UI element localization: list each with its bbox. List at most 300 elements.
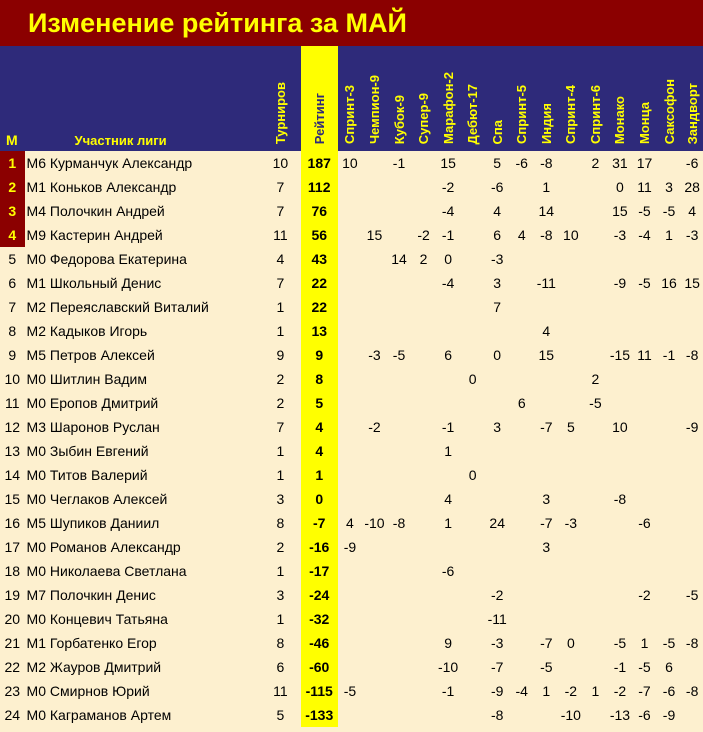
event-cell: [681, 607, 703, 631]
event-cell: -5: [589, 395, 602, 411]
event-cell: [632, 319, 657, 343]
event-cell: [632, 295, 657, 319]
rank-cell: 10: [4, 371, 21, 387]
event-cell: [460, 391, 485, 415]
event-cell: [534, 703, 559, 727]
event-cell: [583, 199, 608, 223]
event-cell: [411, 463, 436, 487]
event-cell: -3: [685, 227, 699, 243]
event-header: Супер-9: [411, 46, 436, 151]
event-cell: -7: [638, 683, 651, 699]
rank-header: М: [0, 46, 25, 151]
event-cell: -1: [441, 419, 455, 435]
rank-cell: 2: [0, 175, 25, 199]
event-header: Спа: [485, 46, 510, 151]
event-cell: 1: [542, 179, 551, 195]
event-cell: [583, 223, 608, 247]
event-header: Дебют-17: [460, 46, 485, 151]
event-cell: 6: [517, 395, 526, 411]
event-cell: [460, 343, 485, 367]
event-cell: [436, 367, 461, 391]
event-cell: -8: [540, 155, 553, 171]
event-cell: [681, 439, 703, 463]
event-cell: -6: [662, 683, 676, 699]
event-cell: [632, 607, 657, 631]
tournaments-cell: 5: [276, 707, 285, 723]
event-cell: -2: [638, 587, 651, 603]
event-cell: [681, 247, 703, 271]
event-cell: [583, 415, 608, 439]
table-row: [0, 463, 703, 487]
event-cell: 7: [493, 299, 502, 315]
event-cell: 5: [493, 155, 502, 171]
event-cell: [411, 655, 436, 679]
event-cell: 2: [419, 251, 428, 267]
event-cell: [583, 463, 608, 487]
participant-cell: М2 Кадыков Игорь: [26, 323, 148, 339]
event-cell: [657, 583, 682, 607]
event-cell: [411, 703, 436, 727]
table-row: [0, 367, 703, 391]
event-cell: -4: [515, 683, 528, 699]
event-cell: [485, 463, 510, 487]
tournaments-cell: 7: [276, 203, 285, 219]
event-cell: -15: [609, 347, 631, 363]
event-cell: 3: [493, 275, 502, 291]
event-cell: -1: [392, 155, 406, 171]
participant-cell: М1 Коньков Александр: [26, 179, 177, 195]
event-cell: [657, 415, 682, 439]
event-cell: [485, 559, 510, 583]
event-cell: [460, 535, 485, 559]
event-cell: 9: [444, 635, 452, 651]
event-cell: [387, 535, 412, 559]
rating-cell: -7: [301, 511, 338, 535]
table-row: [0, 439, 703, 463]
event-cell: [534, 583, 559, 607]
event-cell: [460, 151, 485, 175]
event-cell: [632, 535, 657, 559]
event-cell: -6: [685, 155, 699, 171]
rating-cell: 0: [301, 487, 338, 511]
event-cell: [387, 679, 412, 703]
tournaments-cell: 7: [276, 419, 285, 435]
rating-cell: 76: [301, 199, 338, 223]
event-cell: [436, 319, 461, 343]
event-cell: 4: [542, 323, 551, 339]
event-cell: [460, 439, 485, 463]
participant-cell: М4 Полочкин Андрей: [26, 203, 165, 219]
rating-cell: 187: [301, 151, 338, 175]
event-cell: [387, 199, 412, 223]
event-cell: -6: [490, 179, 504, 195]
event-cell: [411, 367, 436, 391]
event-cell: [362, 607, 387, 631]
event-cell: [559, 487, 584, 511]
event-cell: [509, 463, 534, 487]
event-cell: [583, 655, 608, 679]
tournaments-cell: 9: [276, 347, 285, 363]
event-cell: -3: [490, 251, 504, 267]
event-cell: [657, 463, 682, 487]
event-cell: [362, 199, 387, 223]
event-header: Индия: [534, 46, 559, 151]
event-cell: [657, 319, 682, 343]
event-cell: [681, 559, 703, 583]
event-cell: -5: [638, 659, 651, 675]
event-cell: 6: [665, 659, 673, 675]
event-header: Спринт-4: [559, 46, 584, 151]
event-cell: [460, 295, 485, 319]
tournaments-cell: 1: [276, 611, 285, 627]
event-cell: [485, 535, 510, 559]
event-cell: [509, 415, 534, 439]
table-row: [0, 583, 703, 607]
event-cell: -2: [613, 683, 627, 699]
event-header: Монца: [632, 46, 657, 151]
event-cell: 15: [612, 203, 628, 219]
rank-cell: 3: [0, 199, 25, 223]
event-cell: [657, 391, 682, 415]
rank-cell: 16: [4, 515, 21, 531]
event-cell: [559, 295, 584, 319]
event-cell: [387, 271, 412, 295]
tournaments-cell: 11: [273, 683, 288, 699]
participant-cell: М0 Еропов Дмитрий: [26, 395, 159, 411]
page-title: Изменение рейтинга за МАЙ: [0, 0, 703, 46]
event-cell: [387, 583, 412, 607]
table-row: [0, 343, 703, 367]
event-cell: [411, 415, 436, 439]
participant-cell: М5 Петров Алексей: [26, 347, 155, 363]
event-cell: [411, 151, 436, 175]
event-cell: [411, 271, 436, 295]
rank-cell: 22: [4, 659, 21, 675]
event-cell: -1: [662, 347, 676, 363]
rating-cell: 112: [301, 175, 338, 199]
event-cell: [583, 703, 608, 727]
event-cell: 10: [612, 419, 628, 435]
tournaments-cell: 3: [276, 587, 285, 603]
event-cell: -8: [685, 635, 699, 651]
event-cell: [460, 703, 485, 727]
event-cell: -4: [441, 275, 455, 291]
rating-cell: 8: [301, 367, 338, 391]
event-cell: -8: [613, 491, 627, 507]
event-cell: 11: [637, 179, 652, 195]
tournaments-cell: 7: [276, 179, 285, 195]
event-cell: -3: [368, 347, 381, 363]
event-cell: [362, 175, 387, 199]
tournaments-cell: 1: [276, 299, 285, 315]
event-cell: -6: [515, 155, 528, 171]
event-cell: [583, 175, 608, 199]
event-cell: [657, 151, 682, 175]
event-cell: [632, 391, 657, 415]
rank-cell: 23: [4, 683, 21, 699]
event-cell: [387, 703, 412, 727]
event-cell: [681, 463, 703, 487]
tournaments-cell: 2: [276, 371, 285, 387]
event-cell: [681, 391, 703, 415]
event-cell: [411, 391, 436, 415]
event-cell: [608, 295, 633, 319]
event-cell: -9: [343, 539, 357, 555]
event-cell: [681, 487, 703, 511]
event-cell: -6: [441, 563, 455, 579]
event-cell: -1: [613, 659, 627, 675]
event-cell: [509, 319, 534, 343]
tournaments-cell: 10: [272, 155, 289, 171]
event-cell: 2: [591, 155, 600, 171]
event-cell: [411, 487, 436, 511]
event-cell: [362, 487, 387, 511]
event-cell: [509, 271, 534, 295]
event-cell: [411, 535, 436, 559]
event-cell: [460, 247, 485, 271]
event-cell: [534, 439, 559, 463]
event-cell: [632, 439, 657, 463]
event-cell: [411, 439, 436, 463]
event-cell: [632, 247, 657, 271]
event-cell: -5: [540, 659, 553, 675]
event-cell: [460, 583, 485, 607]
table-row: [0, 679, 703, 703]
event-cell: [436, 607, 461, 631]
event-cell: [387, 391, 412, 415]
tournaments-cell: 2: [276, 539, 285, 555]
participant-cell: М3 Шаронов Руслан: [26, 419, 160, 435]
event-header: Саксофон: [657, 46, 682, 151]
event-cell: [608, 559, 633, 583]
event-cell: [460, 223, 485, 247]
event-cell: [460, 607, 485, 631]
tournaments-cell: 3: [276, 491, 285, 507]
event-cell: [509, 655, 534, 679]
event-cell: [362, 439, 387, 463]
rating-cell: 22: [301, 295, 338, 319]
event-cell: [411, 559, 436, 583]
event-cell: -4: [638, 227, 651, 243]
event-cell: [608, 367, 633, 391]
event-cell: [338, 439, 363, 463]
event-cell: [362, 295, 387, 319]
event-cell: -8: [685, 347, 699, 363]
event-cell: [338, 559, 363, 583]
tournaments-cell: 6: [276, 659, 285, 675]
event-cell: [559, 175, 584, 199]
event-cell: [559, 343, 584, 367]
event-cell: -1: [441, 227, 455, 243]
event-cell: [681, 367, 703, 391]
event-cell: [583, 271, 608, 295]
rating-header: Рейтинг: [301, 46, 338, 151]
table-row: [0, 415, 703, 439]
event-cell: [583, 439, 608, 463]
event-cell: -10: [437, 659, 459, 675]
event-cell: [509, 487, 534, 511]
event-cell: [559, 607, 584, 631]
event-cell: 10: [342, 155, 358, 171]
event-cell: -2: [564, 683, 578, 699]
table-row: [0, 631, 703, 655]
event-cell: -7: [540, 635, 553, 651]
rating-cell: 43: [301, 247, 338, 271]
event-cell: 1: [444, 515, 452, 531]
event-cell: [411, 511, 436, 535]
event-cell: [436, 295, 461, 319]
event-cell: [460, 679, 485, 703]
event-cell: 0: [468, 371, 477, 387]
event-cell: [411, 343, 436, 367]
event-cell: [657, 367, 682, 391]
rating-cell: -46: [301, 631, 338, 655]
event-cell: [387, 655, 412, 679]
event-cell: -8: [392, 515, 406, 531]
event-cell: [559, 583, 584, 607]
event-cell: [559, 463, 584, 487]
event-cell: [681, 511, 703, 535]
event-cell: [681, 703, 703, 727]
table-row: [0, 655, 703, 679]
participant-cell: М5 Шупиков Даниил: [26, 515, 160, 531]
event-cell: [436, 535, 461, 559]
participant-cell: М0 Шитлин Вадим: [26, 371, 147, 387]
table-row: [0, 559, 703, 583]
event-cell: [509, 439, 534, 463]
event-cell: [411, 319, 436, 343]
event-cell: [608, 391, 633, 415]
rank-cell: 1: [0, 151, 25, 175]
rank-cell: 11: [5, 395, 20, 411]
rating-cell: 1: [301, 463, 338, 487]
rank-cell: 17: [4, 539, 21, 555]
event-cell: 14: [391, 251, 407, 267]
event-cell: [681, 319, 703, 343]
event-cell: [460, 559, 485, 583]
event-cell: [583, 607, 608, 631]
event-cell: -2: [417, 227, 430, 243]
participant-cell: М2 Жауров Дмитрий: [26, 659, 162, 675]
event-cell: -8: [685, 683, 699, 699]
event-cell: [583, 535, 608, 559]
participant-cell: М0 Николаева Светлана: [26, 563, 187, 579]
event-cell: -5: [685, 587, 699, 603]
participant-cell: М1 Школьный Денис: [26, 275, 162, 291]
event-cell: [534, 295, 559, 319]
event-cell: [362, 583, 387, 607]
participant-cell: М0 Зыбин Евгений: [26, 443, 149, 459]
event-cell: [411, 631, 436, 655]
event-header: Монако: [608, 46, 633, 151]
event-cell: -2: [368, 419, 381, 435]
event-cell: 1: [665, 227, 673, 243]
rating-cell: 22: [301, 271, 338, 295]
event-cell: 11: [637, 347, 652, 363]
event-cell: [338, 175, 363, 199]
rating-cell: 4: [301, 415, 338, 439]
event-cell: -5: [662, 203, 676, 219]
event-cell: -11: [487, 611, 507, 627]
event-header: Марафон-2: [436, 46, 461, 151]
event-cell: [559, 247, 584, 271]
event-cell: 0: [566, 635, 575, 651]
event-cell: -13: [609, 707, 631, 723]
event-cell: 14: [538, 203, 555, 219]
table-row: [0, 391, 703, 415]
event-cell: [362, 367, 387, 391]
event-cell: [509, 559, 534, 583]
event-cell: [509, 583, 534, 607]
event-cell: [657, 487, 682, 511]
event-cell: [460, 511, 485, 535]
header-row: [0, 46, 703, 151]
event-cell: 3: [665, 179, 673, 195]
event-cell: [362, 535, 387, 559]
event-cell: [387, 607, 412, 631]
event-cell: [460, 631, 485, 655]
event-cell: 24: [489, 515, 505, 531]
event-cell: 0: [444, 251, 452, 267]
event-cell: [362, 631, 387, 655]
rating-cell: 56: [301, 223, 338, 247]
event-cell: [608, 511, 633, 535]
event-cell: [681, 295, 703, 319]
event-header: Спринт-6: [583, 46, 608, 151]
event-cell: -5: [343, 683, 357, 699]
rating-cell: -24: [301, 583, 338, 607]
table-row: [0, 703, 703, 727]
participant-cell: М0 Федорова Екатерина: [26, 251, 187, 267]
event-cell: [387, 631, 412, 655]
event-cell: [681, 655, 703, 679]
event-cell: 6: [493, 227, 502, 243]
event-cell: [608, 319, 633, 343]
table-row: [0, 511, 703, 535]
event-cell: 4: [517, 227, 526, 243]
event-cell: [485, 367, 510, 391]
rating-table: [0, 46, 703, 727]
event-cell: [657, 559, 682, 583]
rank-cell: 20: [4, 611, 21, 627]
tournaments-cell: 1: [276, 323, 285, 339]
event-cell: [362, 703, 387, 727]
event-cell: -9: [490, 683, 504, 699]
table-row: [0, 247, 703, 271]
event-cell: [338, 487, 363, 511]
rank-cell: 24: [4, 707, 21, 723]
event-cell: [583, 559, 608, 583]
event-cell: [387, 319, 412, 343]
rating-cell: -17: [301, 559, 338, 583]
event-cell: [338, 247, 363, 271]
participant-header: Участник лиги: [25, 46, 260, 151]
tournaments-cell: 1: [276, 443, 285, 459]
event-cell: [608, 463, 633, 487]
event-cell: 15: [684, 275, 700, 291]
event-cell: [338, 343, 363, 367]
event-cell: -10: [560, 707, 581, 723]
event-cell: [509, 631, 534, 655]
participant-cell: М6 Курманчук Александр: [26, 155, 193, 171]
event-cell: -6: [638, 515, 651, 531]
participant-cell: М0 Концевич Татьяна: [26, 611, 168, 627]
event-cell: [608, 247, 633, 271]
rank-cell: 8: [8, 323, 17, 339]
event-cell: [338, 367, 363, 391]
table-row: [0, 319, 703, 343]
event-cell: [559, 439, 584, 463]
